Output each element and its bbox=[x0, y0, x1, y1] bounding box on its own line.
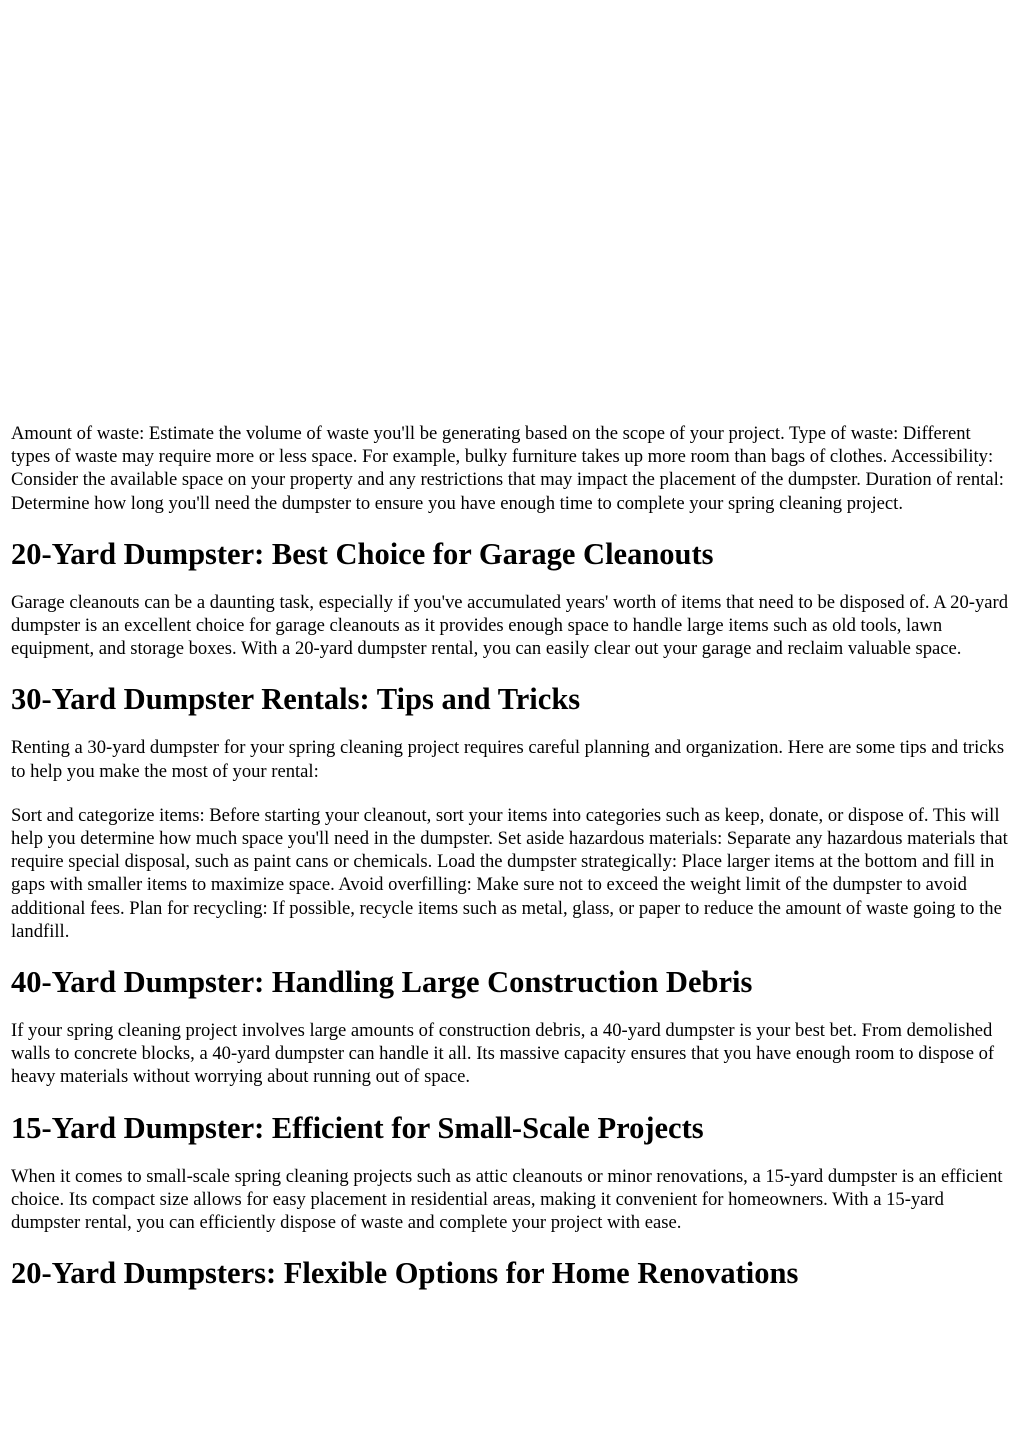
section-heading-40-yard-debris: 40-Yard Dumpster: Handling Large Construction Debris bbox=[11, 965, 753, 1000]
section-paragraph-40-yard-debris: If your spring cleaning project involves large amounts of construction debris, a 40-yard dumpster is your best bet. From demolished walls to concrete blocks, a 40-yard dumpster can handle it all. Its massive capacity ensures that you have enough room to dispose of heavy materials without worrying about running out of space. bbox=[11, 1020, 995, 1088]
section-paragraph-20-yard-garage: Garage cleanouts can be a daunting task, especially if you've accumulated years' worth of items that need to be disposed of. A 20-yard dumpster is an excellent choice for garage cleanouts as it provides enough space to handle large items such as old tools, lawn equipment, and storage boxes. With a 20-yard dumpster rental, you can easily clear out your garage and reclaim valuable space. bbox=[11, 591, 1009, 660]
section-heading-30-yard-tips: 30-Yard Dumpster Rentals: Tips and Tricks bbox=[11, 682, 581, 717]
blank-image-area bbox=[0, 0, 1024, 422]
section-heading-20-yard-renovations: 20-Yard Dumpsters: Flexible Options for Home Renovations bbox=[11, 1256, 799, 1291]
article-body bbox=[0, 422, 1024, 1291]
intro-paragraph: Amount of waste: Estimate the volume of waste you'll be generating based on the scope of your project. Type of waste: Different types of waste may require more or less space. For example, bulky furniture takes up more room than bags of clothes. Accessibility: Consider the available space on your property and any restrictions that may impact the placement of the dumpster. Duration of rental: Determine how long you'll need the dumpster to ensure you have enough time to complete your spring cleaning project. bbox=[11, 423, 1004, 514]
section-paragraph-30-yard-tips: Sort and categorize items: Before starting your cleanout, sort your items into categories such as keep, donate, or dispose of. This will help you determine how much space you'll need in the dumpster. Set aside hazardous materials: Separate any hazardous materials that require special disposal, such as paint cans or chemicals. Load the dumpster strategically: Place larger items at the bottom and fill in gaps with smaller items to maximize space. Avoid overfilling: Make sure not to exceed the weight limit of the dumpster to avoid additional fees. Plan for recycling: If possible, recycle items such as metal, glass, or paper to reduce the amount of waste going to the landfill. bbox=[11, 804, 1008, 942]
section-heading-20-yard-garage: 20-Yard Dumpster: Best Choice for Garage Cleanouts bbox=[11, 536, 714, 571]
section-paragraph-15-yard-small: When it comes to small-scale spring cleaning projects such as attic cleanouts or minor renovations, a 15-yard dumpster is an efficient choice. Its compact size allows for easy placement in residential areas, making it convenient for homeowners. With a 15-yard dumpster rental, you can efficiently dispose of waste and complete your project with ease. bbox=[11, 1165, 1003, 1234]
section-heading-15-yard-small: 15-Yard Dumpster: Efficient for Small-Scale Projects bbox=[11, 1110, 704, 1145]
section-paragraph-30-yard-intro: Renting a 30-yard dumpster for your spring cleaning project requires careful planning and organization. Here are some tips and tricks to help you make the most of your rental: bbox=[11, 737, 1005, 782]
